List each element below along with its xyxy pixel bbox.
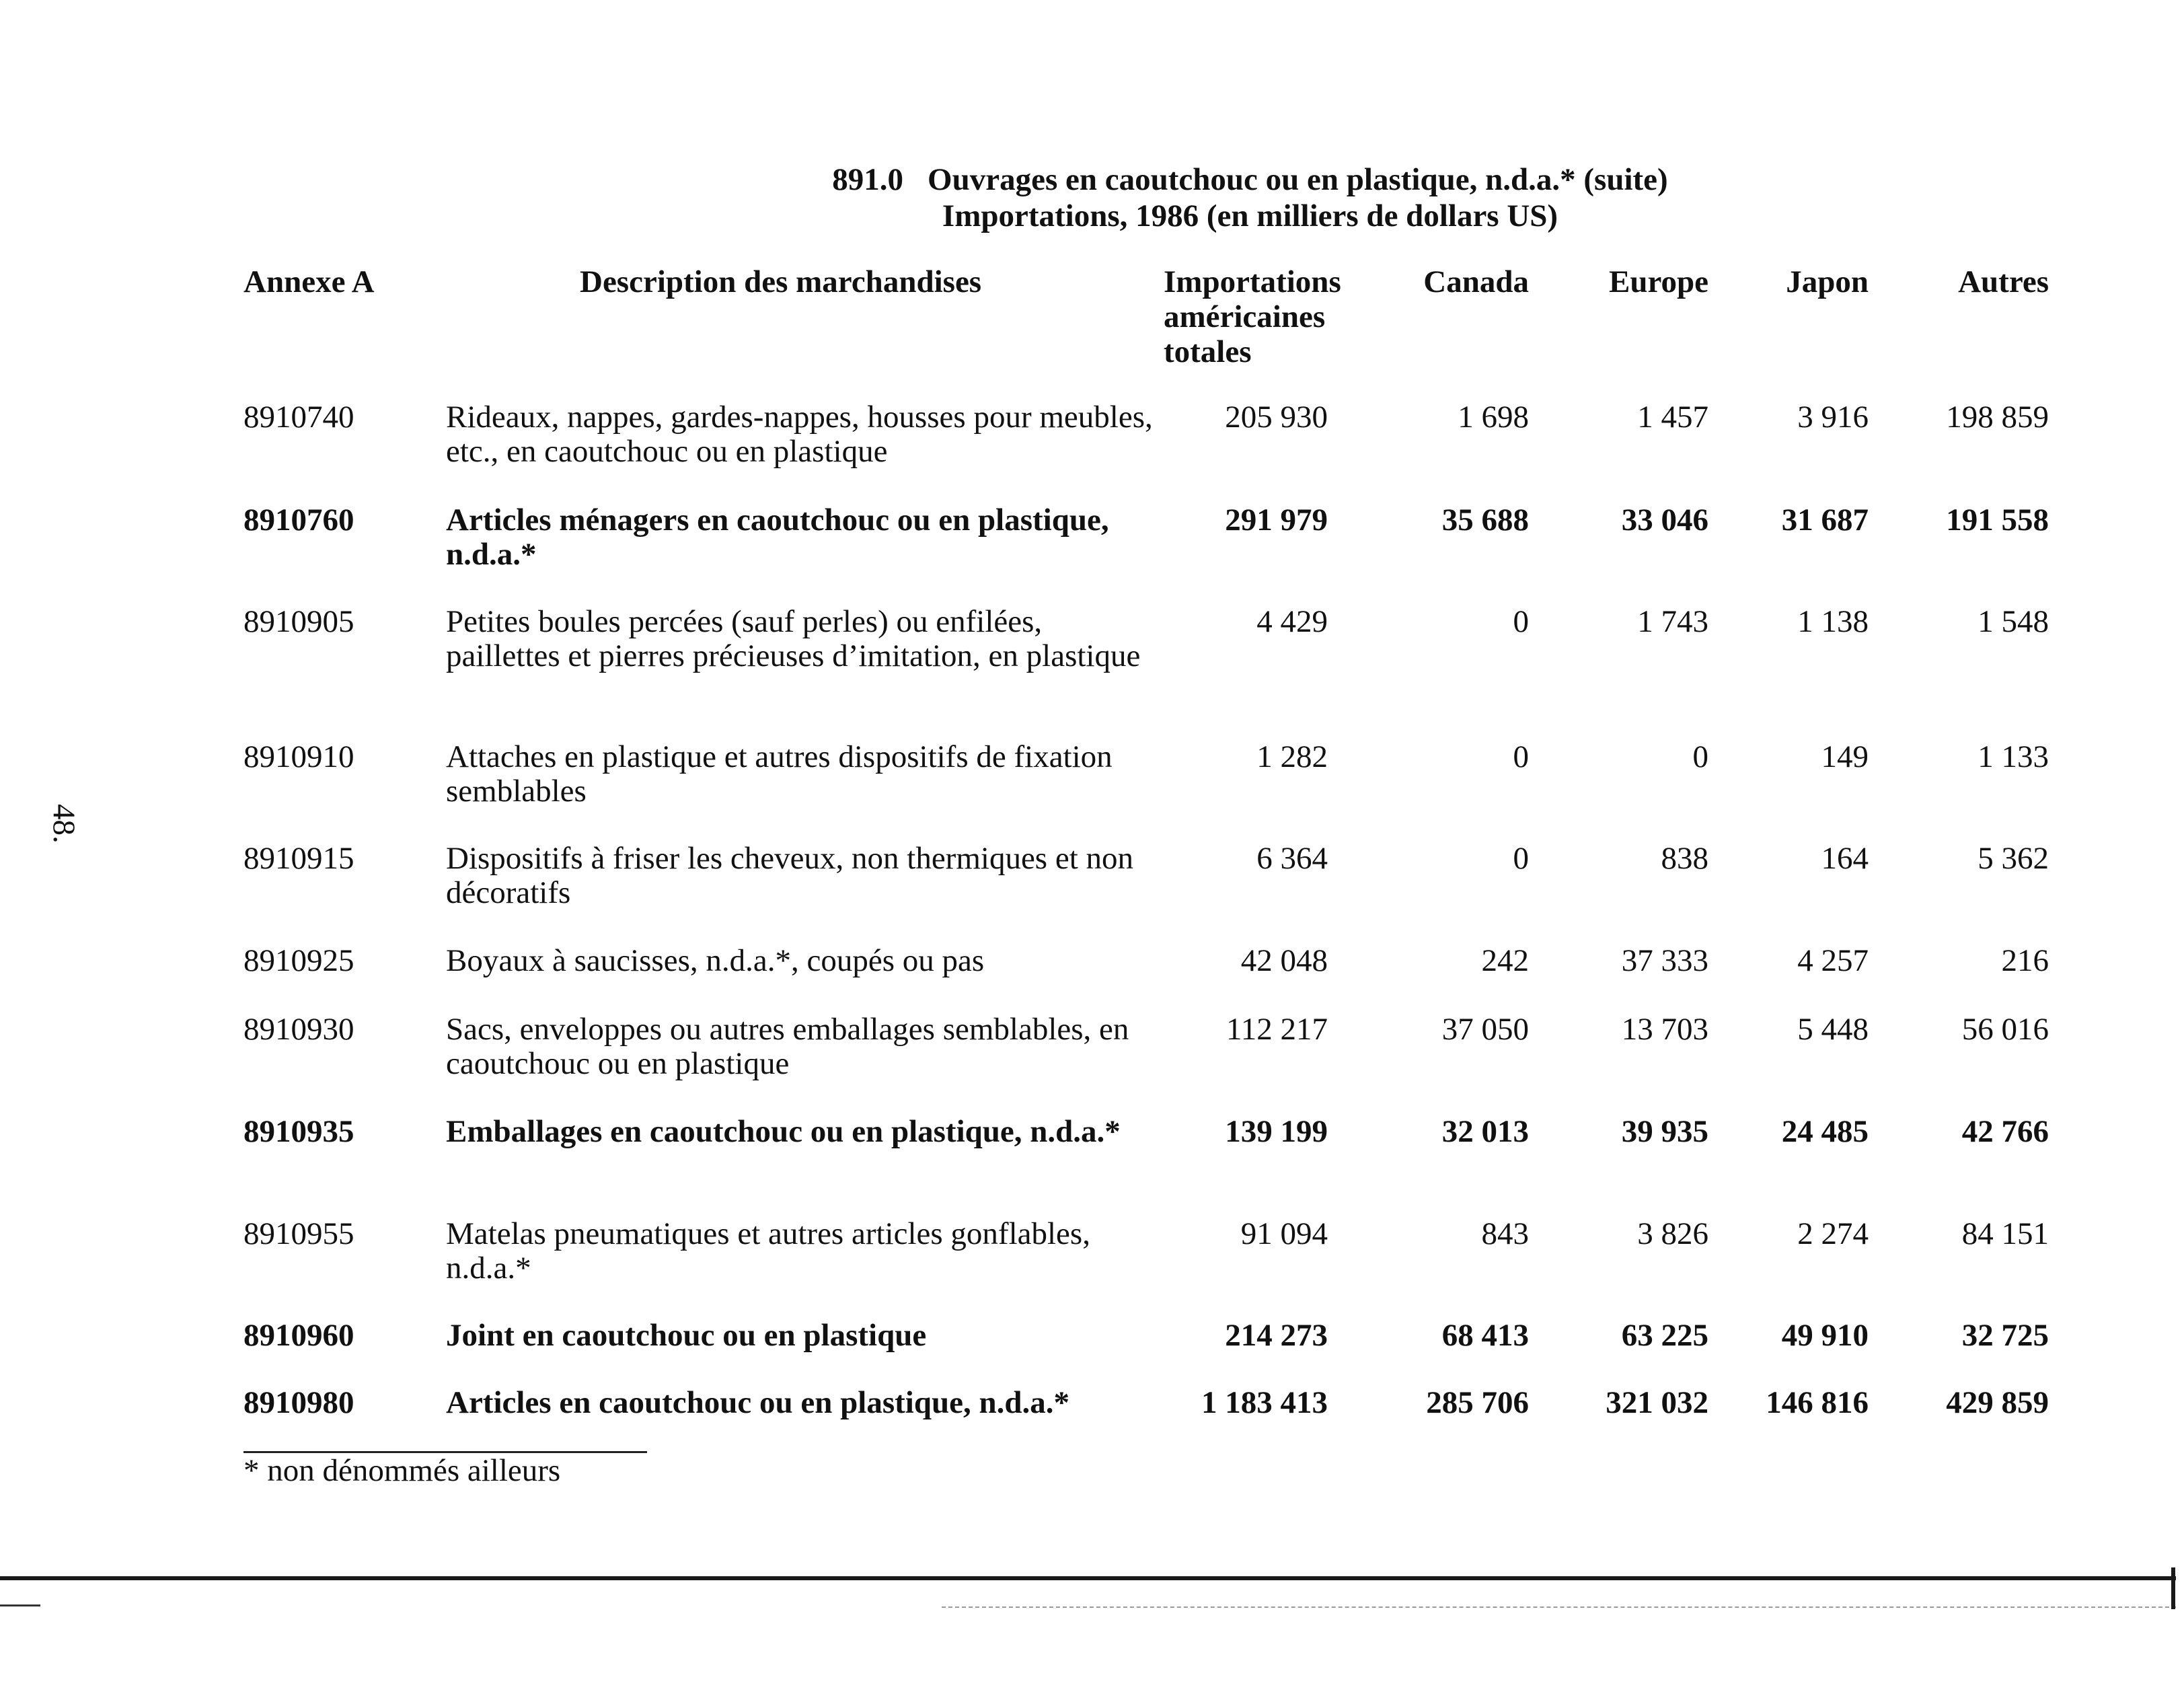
- row-autres: 56 016: [1961, 1012, 2049, 1047]
- row-autres: 5 362: [1978, 841, 2049, 876]
- row-canada: 35 688: [1441, 503, 1529, 538]
- row-europe: 37 333: [1621, 943, 1708, 978]
- header-total-line3: totales: [1164, 334, 1252, 369]
- row-autres: 1 548: [1978, 604, 2049, 639]
- row-japon: 31 687: [1781, 503, 1869, 538]
- bottom-rule-faint: [942, 1606, 2176, 1609]
- row-code: 8910930: [243, 1012, 354, 1047]
- row-autres: 84 151: [1961, 1216, 2049, 1251]
- title-code: 891.0: [832, 162, 904, 197]
- row-japon: 4 257: [1797, 943, 1869, 978]
- bottom-right-tick: [2171, 1567, 2175, 1609]
- bottom-left-tick: [0, 1604, 40, 1606]
- row-total: 1 282: [1256, 739, 1328, 774]
- row-description: Matelas pneumatiques et autres articles gonflables, n.d.a.*: [446, 1216, 1090, 1286]
- row-code: 8910905: [243, 604, 354, 639]
- row-japon: 49 910: [1781, 1318, 1869, 1353]
- row-total: 205 930: [1225, 400, 1328, 435]
- row-japon: 24 485: [1781, 1114, 1869, 1149]
- row-europe: 13 703: [1621, 1012, 1708, 1047]
- row-japon: 149: [1821, 739, 1869, 774]
- header-total: [1164, 264, 1341, 369]
- row-canada: 242: [1481, 943, 1529, 978]
- row-europe: 1 457: [1637, 400, 1708, 435]
- header-autres: Autres: [1958, 264, 2049, 299]
- row-total: 42 048: [1240, 943, 1328, 978]
- header-europe: Europe: [1609, 264, 1708, 299]
- row-total: 91 094: [1240, 1216, 1328, 1251]
- page-number: 48.: [46, 804, 81, 844]
- row-total: 1 183 413: [1201, 1385, 1328, 1420]
- row-total: 4 429: [1256, 604, 1328, 639]
- row-japon: 164: [1821, 841, 1869, 876]
- row-autres: 429 859: [1946, 1385, 2049, 1420]
- header-annexe: Annexe A: [243, 264, 375, 299]
- row-europe: 0: [1692, 739, 1708, 774]
- table-subtitle: Importations, 1986 (en milliers de dollars US): [942, 198, 1558, 233]
- row-europe: 33 046: [1621, 503, 1708, 538]
- row-canada: 0: [1513, 739, 1529, 774]
- row-canada: 1 698: [1458, 400, 1529, 435]
- row-canada: 68 413: [1441, 1318, 1529, 1353]
- row-description: Rideaux, nappes, gardes-nappes, housses pour meubles, etc., en caoutchouc ou en plastique: [446, 400, 1153, 469]
- row-description: Articles ménagers en caoutchouc ou en plastique, n.d.a.*: [446, 503, 1109, 572]
- row-europe: 63 225: [1621, 1318, 1708, 1353]
- row-description: Joint en caoutchouc ou en plastique: [446, 1318, 927, 1353]
- row-autres: 42 766: [1961, 1114, 2049, 1149]
- header-total-line1: Importations: [1164, 264, 1341, 299]
- row-canada: 32 013: [1441, 1114, 1529, 1149]
- row-code: 8910955: [243, 1216, 354, 1251]
- row-code: 8910910: [243, 739, 354, 774]
- row-code: 8910915: [243, 841, 354, 876]
- row-autres: 191 558: [1946, 503, 2049, 538]
- row-description: Attaches en plastique et autres dispositifs de fixation semblables: [446, 739, 1113, 809]
- row-code: 8910980: [243, 1385, 354, 1420]
- row-autres: 1 133: [1978, 739, 2049, 774]
- footnote: * non dénommés ailleurs: [243, 1453, 561, 1488]
- row-japon: 2 274: [1797, 1216, 1869, 1251]
- row-code: 8910740: [243, 400, 354, 435]
- header-total-line2: américaines: [1164, 299, 1326, 334]
- row-description: Dispositifs à friser les cheveux, non thermiques et non décoratifs: [446, 841, 1134, 910]
- row-europe: 1 743: [1637, 604, 1708, 639]
- row-description: Emballages en caoutchouc ou en plastique, n.d.a.*: [446, 1114, 1121, 1149]
- row-total: 112 217: [1226, 1012, 1328, 1047]
- title-line1: Ouvrages en caoutchouc ou en plastique, n.d.a.* (suite): [928, 162, 1668, 197]
- bottom-rule: [0, 1576, 2176, 1580]
- row-description: Boyaux à saucisses, n.d.a.*, coupés ou pas: [446, 943, 985, 978]
- row-canada: 285 706: [1426, 1385, 1529, 1420]
- row-description: Sacs, enveloppes ou autres emballages semblables, en caoutchouc ou en plastique: [446, 1012, 1129, 1081]
- header-japon: Japon: [1786, 264, 1869, 299]
- row-code: 8910960: [243, 1318, 354, 1353]
- row-description: Articles en caoutchouc ou en plastique, n.d.a.*: [446, 1385, 1069, 1420]
- row-japon: 1 138: [1797, 604, 1869, 639]
- row-code: 8910935: [243, 1114, 354, 1149]
- row-code: 8910925: [243, 943, 354, 978]
- row-europe: 39 935: [1621, 1114, 1708, 1149]
- row-japon: 146 816: [1766, 1385, 1869, 1420]
- row-autres: 32 725: [1961, 1318, 2049, 1353]
- table-title: [0, 161, 2184, 198]
- row-canada: 843: [1481, 1216, 1529, 1251]
- row-europe: 3 826: [1637, 1216, 1708, 1251]
- row-total: 291 979: [1225, 503, 1328, 538]
- row-description: Petites boules percées (sauf perles) ou enfilées, paillettes et pierres précieuses d’imitation, en plastique: [446, 604, 1141, 673]
- row-total: 139 199: [1225, 1114, 1328, 1149]
- header-description: Description des marchandises: [580, 264, 982, 299]
- row-japon: 5 448: [1797, 1012, 1869, 1047]
- row-total: 6 364: [1256, 841, 1328, 876]
- row-autres: 198 859: [1946, 400, 2049, 435]
- row-canada: 0: [1513, 604, 1529, 639]
- row-canada: 37 050: [1441, 1012, 1529, 1047]
- row-japon: 3 916: [1797, 400, 1869, 435]
- row-autres: 216: [2001, 943, 2049, 978]
- row-europe: 838: [1661, 841, 1708, 876]
- row-canada: 0: [1513, 841, 1529, 876]
- row-code: 8910760: [243, 503, 354, 538]
- header-canada: Canada: [1423, 264, 1529, 299]
- row-total: 214 273: [1225, 1318, 1328, 1353]
- row-europe: 321 032: [1606, 1385, 1708, 1420]
